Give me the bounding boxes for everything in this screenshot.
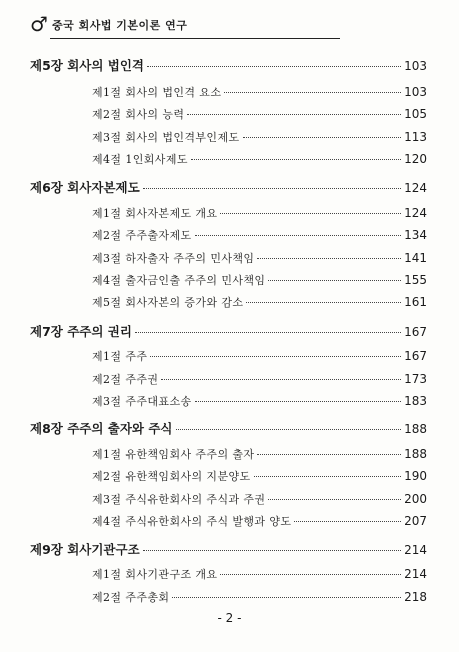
dot-leader xyxy=(243,137,402,138)
toc-page: 167 xyxy=(404,349,427,363)
toc-section xyxy=(92,468,427,484)
toc-page: 120 xyxy=(404,152,427,166)
toc-page: 124 xyxy=(404,206,427,220)
dot-leader xyxy=(195,235,402,236)
toc-section xyxy=(92,566,427,582)
toc-page: 214 xyxy=(404,543,427,557)
dot-leader xyxy=(147,66,401,67)
dot-leader xyxy=(268,499,401,500)
toc-page: 124 xyxy=(404,181,427,195)
toc-page: 103 xyxy=(404,59,427,73)
toc-section xyxy=(92,589,427,605)
toc-label: 제8장 주주의 출자와 주식 xyxy=(30,421,173,436)
toc-page: 173 xyxy=(404,372,427,386)
dot-leader xyxy=(161,379,401,380)
toc-page: 218 xyxy=(404,590,427,604)
dot-leader xyxy=(143,550,401,551)
toc-chapter-9 xyxy=(30,540,427,558)
toc-section xyxy=(92,348,427,364)
dot-leader xyxy=(150,356,401,357)
toc-section xyxy=(92,205,427,221)
toc-section xyxy=(92,294,427,310)
toc-page: 188 xyxy=(404,422,427,436)
toc-section xyxy=(92,151,427,167)
header-mark-icon: ♂ xyxy=(30,12,48,36)
toc-label: 제4절 출자금인출 주주의 민사책임 xyxy=(92,274,266,287)
dot-leader xyxy=(257,454,401,455)
toc-label: 제5절 회사자본의 증가와 감소 xyxy=(92,296,244,309)
toc-section xyxy=(92,84,427,100)
dot-leader xyxy=(224,92,401,93)
toc-chapter-8 xyxy=(30,419,427,437)
toc-page: 183 xyxy=(404,394,427,408)
toc-page: 113 xyxy=(404,130,427,144)
toc-label: 제2절 주주출자제도 xyxy=(92,229,192,242)
dot-leader xyxy=(257,258,401,259)
toc-page: 214 xyxy=(404,567,427,581)
toc-section xyxy=(92,250,427,266)
toc-chapter-7 xyxy=(30,322,427,340)
toc-chapter-6 xyxy=(30,178,427,196)
dot-leader xyxy=(246,302,401,303)
toc-section xyxy=(92,393,427,409)
toc-section xyxy=(92,446,427,462)
dot-leader xyxy=(135,332,401,333)
toc-page: 190 xyxy=(404,469,427,483)
toc-label: 제1절 유한책임회사 주주의 출자 xyxy=(92,448,255,461)
toc-label: 제1절 회사기관구조 개요 xyxy=(92,568,218,581)
toc-section xyxy=(92,227,427,243)
dot-leader xyxy=(187,114,401,115)
toc-label: 제2절 주주총회 xyxy=(92,591,170,604)
toc-label: 제3절 주주대표소송 xyxy=(92,395,192,408)
toc-page: 207 xyxy=(404,514,427,528)
toc-section xyxy=(92,513,427,529)
toc-section xyxy=(92,129,427,145)
dot-leader xyxy=(268,280,401,281)
toc-label: 제4절 1인회사제도 xyxy=(92,153,188,166)
dot-leader xyxy=(191,159,401,160)
dot-leader xyxy=(143,188,401,189)
toc-page: 167 xyxy=(404,325,427,339)
toc-section xyxy=(92,272,427,288)
toc-page: 161 xyxy=(404,295,427,309)
toc-label: 제7장 주주의 권리 xyxy=(30,324,132,339)
toc-chapter-5 xyxy=(30,56,427,74)
toc-label: 제1절 주주 xyxy=(92,350,148,363)
toc-page: 103 xyxy=(404,85,427,99)
toc-label: 제2절 주주권 xyxy=(92,373,159,386)
toc-label: 제1절 회사자본제도 개요 xyxy=(92,207,218,220)
dot-leader xyxy=(176,429,402,430)
toc-page: 105 xyxy=(404,107,427,121)
toc-label: 제3절 회사의 법인격부인제도 xyxy=(92,131,240,144)
toc-label: 제2절 유한책임회사의 지분양도 xyxy=(92,470,251,483)
toc-page: 188 xyxy=(404,447,427,461)
toc-label: 제6장 회사자본제도 xyxy=(30,180,140,195)
toc-section xyxy=(92,491,427,507)
toc-label: 제3절 주식유한회사의 주식과 주권 xyxy=(92,493,266,506)
dot-leader xyxy=(254,476,402,477)
dot-leader xyxy=(195,401,402,402)
toc-page: 141 xyxy=(404,251,427,265)
toc-label: 제1절 회사의 법인격 요소 xyxy=(92,86,222,99)
toc-label: 제3절 하자출자 주주의 민사책임 xyxy=(92,252,255,265)
toc-page: 134 xyxy=(404,228,427,242)
toc-label: 제2절 회사의 능력 xyxy=(92,108,185,121)
toc-page: 200 xyxy=(404,492,427,506)
toc-section xyxy=(92,371,427,387)
dot-leader xyxy=(294,521,401,522)
toc-page: 155 xyxy=(404,273,427,287)
dot-leader xyxy=(220,213,401,214)
toc-label: 제5장 회사의 법인격 xyxy=(30,58,145,73)
page-number: - 2 - xyxy=(217,611,242,625)
toc-label: 제9장 회사기관구조 xyxy=(30,542,140,557)
running-header-title: 중국 회사법 기본이론 연구 xyxy=(52,19,188,32)
toc-section xyxy=(92,106,427,122)
dot-leader xyxy=(172,597,401,598)
dot-leader xyxy=(220,574,401,575)
toc-label: 제4절 주식유한회사의 주식 발행과 양도 xyxy=(92,515,292,528)
